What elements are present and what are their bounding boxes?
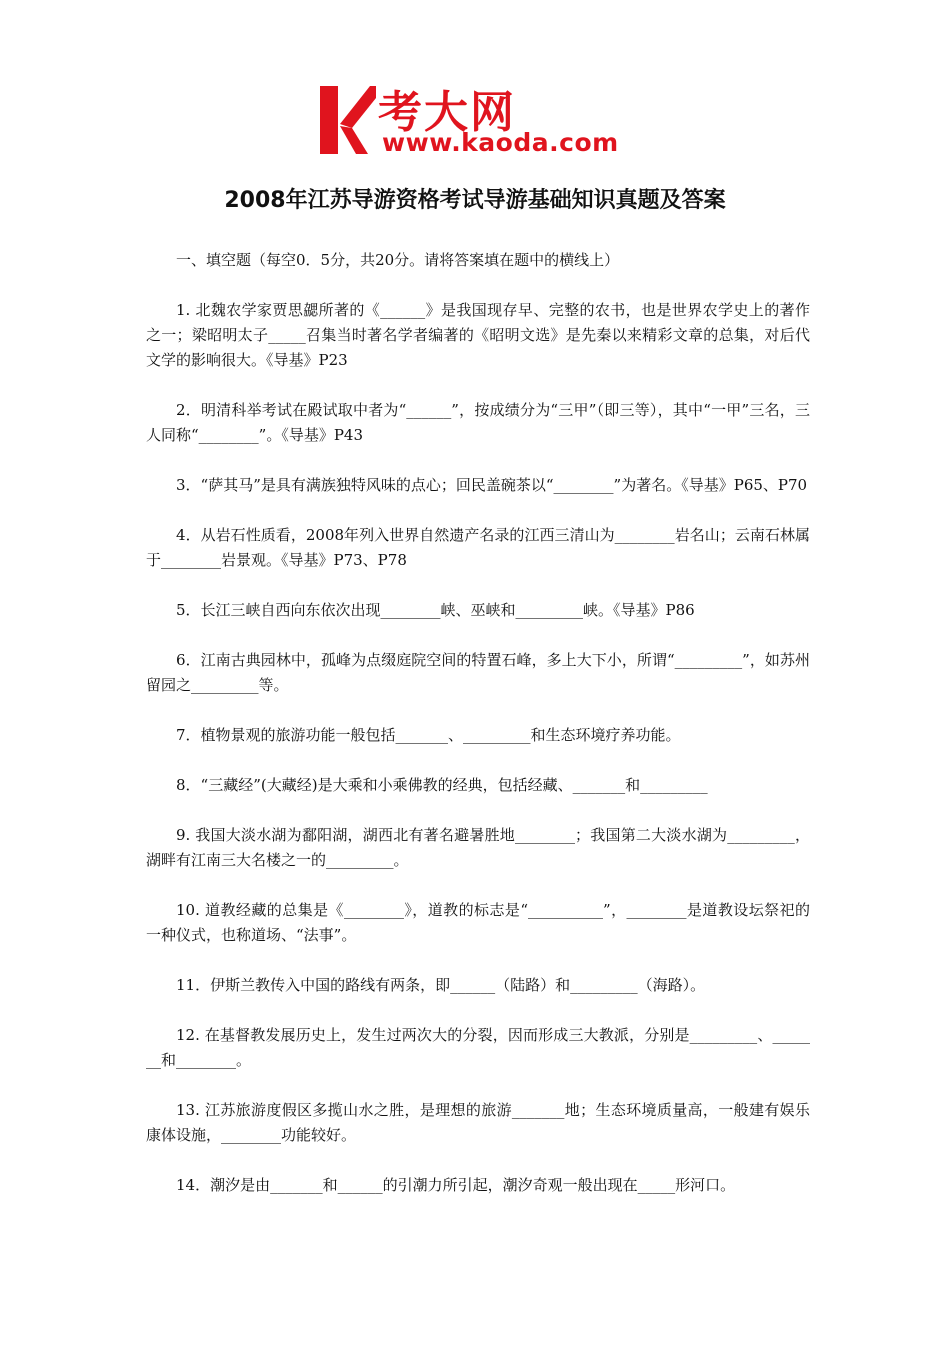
question-1: 1. 北魏农学家贾思勰所著的《______》是我国现存早、完整的农书，也是世界农学史上的著作之一；梁昭明太子_____召集当时著名学者编著的《昭明文选》是先秦以来精彩文章的总集，对后代文学的影响很大。《导基》P23 — [146, 301, 810, 369]
question-11: 11．伊斯兰教传入中国的路线有两条，即______（陆路）和_________（海路）。 — [176, 976, 706, 994]
logo-url: www.kaoda.com — [382, 128, 619, 157]
question-5: 5．长江三峡自西向东依次出现________峡、巫峡和_________峡。《导基》P86 — [176, 601, 695, 619]
question-9: 9. 我国大淡水湖为鄱阳湖，湖西北有著名避暑胜地________；我国第二大淡水湖为_________，湖畔有江南三大名楼之一的_________。 — [146, 826, 810, 869]
section-heading: 一、填空题（每空0．5分，共20分。请将答案填在题中的横线上） — [176, 251, 620, 269]
document-body — [146, 248, 810, 1223]
logo-title: 考大网 — [378, 87, 516, 138]
question-8: 8．“三藏经”(大藏经)是大乘和小乘佛教的经典，包括经藏、_______和_________ — [176, 776, 708, 794]
question-4: 4．从岩石性质看，2008年列入世界自然遗产名录的江西三清山为________岩名山；云南石林属于________岩景观。《导基》P73、P78 — [146, 526, 810, 569]
question-14: 14．潮汐是由_______和______的引潮力所引起，潮汐奇观一般出现在_____形河口。 — [176, 1176, 736, 1194]
question-12: 12. 在基督教发展历史上，发生过两次大的分裂，因而形成三大教派，分别是_________、_______和________。 — [146, 1026, 810, 1069]
page-title: 2008年江苏导游资格考试导游基础知识真题及答案 — [224, 188, 726, 213]
question-13: 13. 江苏旅游度假区多揽山水之胜，是理想的旅游_______地；生态环境质量高，一般建有娱乐康体设施，________功能较好。 — [146, 1101, 810, 1144]
kaoda-k-logo-icon — [318, 84, 376, 156]
question-6: 6．江南古典园林中，孤峰为点缀庭院空间的特置石峰，多上大下小，所谓“_________”，如苏州留园之_________等。 — [146, 651, 810, 694]
question-3: 3．“萨其马”是具有满族独特风味的点心；回民盖碗茶以“________”为著名。《导基》P65、P70 — [176, 476, 808, 494]
question-10: 10. 道教经藏的总集是《________》，道教的标志是“__________”，________是道教设坛祭祀的一种仪式，也称道场、“法事”。 — [146, 901, 810, 944]
question-2: 2．明清科举考试在殿试取中者为“______”，按成绩分为“三甲”（即三等），其中“一甲”三名，三人同称“________”。《导基》P43 — [146, 401, 810, 444]
question-7: 7．植物景观的旅游功能一般包括_______、_________和生态环境疗养功能。 — [176, 726, 681, 744]
kaoda-logo — [318, 80, 638, 160]
